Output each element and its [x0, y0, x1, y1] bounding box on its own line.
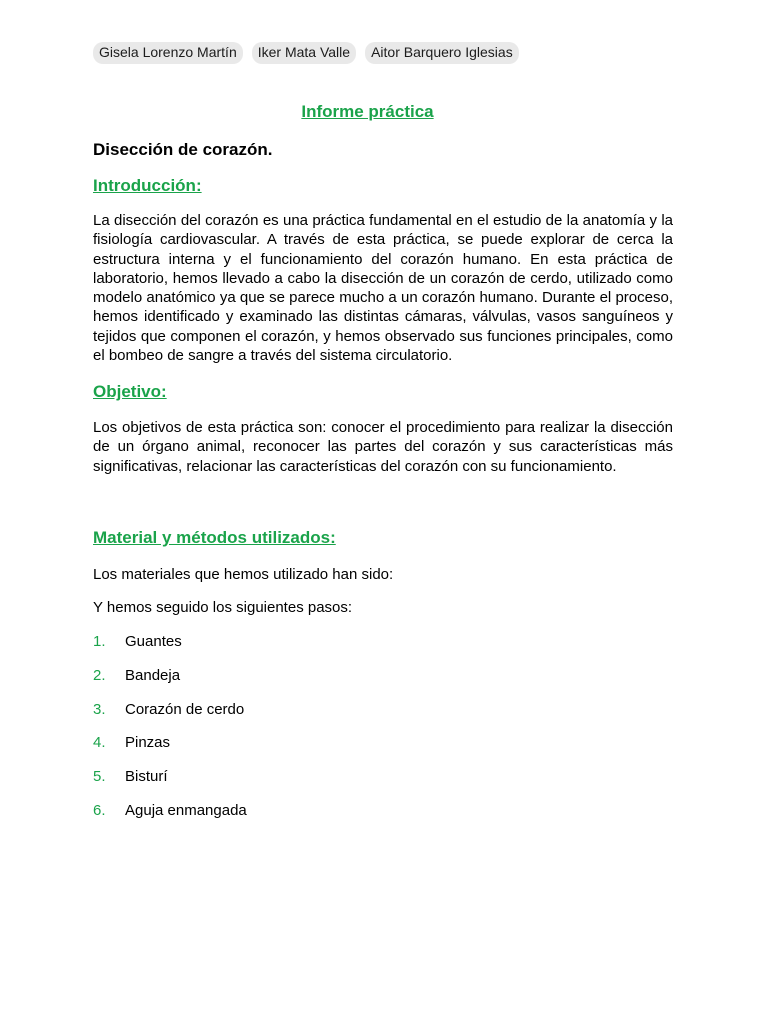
- list-item-text: Aguja enmangada: [125, 801, 247, 819]
- steps-intro-line: Y hemos seguido los siguientes pasos:: [93, 599, 353, 616]
- introduccion-heading: Introducción:: [93, 176, 202, 195]
- author-chips: [93, 42, 519, 64]
- document-subtitle: Disección de corazón.: [93, 140, 273, 159]
- list-number: 5.: [93, 768, 106, 786]
- objetivo-heading: Objetivo:: [93, 382, 167, 401]
- introduccion-paragraph: La disección del corazón es una práctica fundamental en el estudio de la anatomía y la fisiología cardiovascular. A través de esta práctica, se puede explorar de cerca la estructura interna y el funcionamiento del corazón humano. En esta práctica de laboratorio, hemos llevado a cabo la disección de un corazón de cerdo, utilizado como modelo anatómico ya que se parece mucho a un corazón humano. Durante el proceso, hemos identificado y examinado las distintas cámaras, válvulas, vasos sanguíneos y tejidos que componen el corazón, y hemos observado sus funciones principales, como el bombeo de sangre a través del sistema circulatorio.: [93, 212, 673, 365]
- material-heading: Material y métodos utilizados:: [93, 528, 336, 547]
- list-item-text: Guantes: [125, 633, 182, 650]
- objetivo-paragraph: Los objetivos de esta práctica son: conocer el procedimiento para realizar la disección de un órgano animal, reconocer las partes del corazón y sus características más significativas, relacionar las características del corazón con su funcionamiento.: [93, 419, 673, 475]
- list-number: 3.: [93, 700, 106, 718]
- list-item-text: Bisturí: [125, 768, 168, 786]
- list-number: 6.: [93, 801, 106, 819]
- author-chip[interactable]: Aitor Barquero Iglesias: [365, 42, 519, 64]
- author-chip[interactable]: Gisela Lorenzo Martín: [93, 42, 243, 64]
- list-number: 1.: [93, 633, 106, 650]
- list-number: 4.: [93, 734, 106, 752]
- list-item-text: Pinzas: [125, 734, 171, 752]
- document-title: Informe práctica: [301, 102, 434, 121]
- materials-intro-line: Los materiales que hemos utilizado han sido:: [93, 566, 394, 583]
- list-item-text: Corazón de cerdo: [125, 700, 245, 718]
- author-chip[interactable]: Iker Mata Valle: [252, 42, 356, 64]
- list-item-text: Bandeja: [125, 666, 181, 684]
- list-number: 2.: [93, 666, 106, 684]
